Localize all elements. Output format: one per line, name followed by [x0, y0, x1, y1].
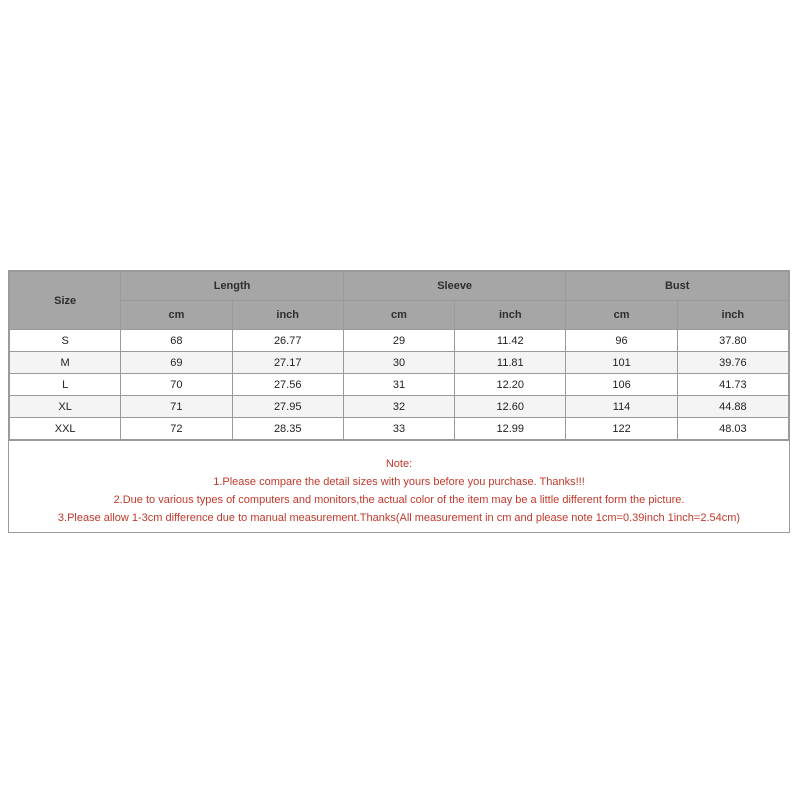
size-table	[9, 271, 789, 440]
table-cell: 71	[121, 396, 232, 418]
table-cell: 12.99	[455, 418, 566, 440]
size-cell: L	[10, 374, 121, 396]
table-cell: 70	[121, 374, 232, 396]
table-cell: 69	[121, 352, 232, 374]
unit-header: inch	[455, 301, 566, 330]
table-cell: 101	[566, 352, 677, 374]
table-cell: 27.56	[232, 374, 343, 396]
table-cell: 114	[566, 396, 677, 418]
table-cell: 30	[343, 352, 454, 374]
length-header: Length	[121, 272, 344, 301]
note-line: 2.Due to various types of computers and monitors,the actual color of the item may be a little different form the picture.	[113, 494, 685, 506]
unit-header: cm	[121, 301, 232, 330]
sleeve-header: Sleeve	[343, 272, 566, 301]
note-line: 3.Please allow 1-3cm difference due to manual measurement.Thanks(All measurement in cm and please note 1cm=0.39inch 1inch=2.54cm)	[57, 512, 741, 524]
table-cell: 31	[343, 374, 454, 396]
table-cell: 27.95	[232, 396, 343, 418]
table-row	[10, 396, 789, 418]
note-line: 1.Please compare the detail sizes with yours before you purchase. Thanks!!!	[213, 476, 585, 488]
table-cell: 28.35	[232, 418, 343, 440]
table-row	[10, 352, 789, 374]
notes-section	[9, 440, 789, 541]
unit-header: inch	[677, 301, 788, 330]
table-cell: 26.77	[232, 330, 343, 352]
table-cell: 68	[121, 330, 232, 352]
unit-header-row	[10, 301, 789, 330]
size-cell: M	[10, 352, 121, 374]
size-chart	[8, 270, 790, 533]
table-cell: 44.88	[677, 396, 788, 418]
unit-header: cm	[566, 301, 677, 330]
size-cell: XL	[10, 396, 121, 418]
bust-header: Bust	[566, 272, 789, 301]
table-cell: 122	[566, 418, 677, 440]
table-cell: 29	[343, 330, 454, 352]
table-row	[10, 330, 789, 352]
table-cell: 27.17	[232, 352, 343, 374]
table-cell: 37.80	[677, 330, 788, 352]
table-cell: 11.42	[455, 330, 566, 352]
table-cell: 106	[566, 374, 677, 396]
table-cell: 32	[343, 396, 454, 418]
unit-header: inch	[232, 301, 343, 330]
size-header: Size	[10, 272, 121, 330]
table-row	[10, 418, 789, 440]
table-cell: 12.20	[455, 374, 566, 396]
note-title: Note:	[385, 458, 413, 470]
table-cell: 12.60	[455, 396, 566, 418]
table-cell: 39.76	[677, 352, 788, 374]
table-cell: 41.73	[677, 374, 788, 396]
table-cell: 48.03	[677, 418, 788, 440]
table-row	[10, 374, 789, 396]
size-cell: S	[10, 330, 121, 352]
table-cell: 72	[121, 418, 232, 440]
group-header-row	[10, 272, 789, 301]
unit-header: cm	[343, 301, 454, 330]
table-cell: 33	[343, 418, 454, 440]
size-cell: XXL	[10, 418, 121, 440]
table-cell: 11.81	[455, 352, 566, 374]
table-cell: 96	[566, 330, 677, 352]
